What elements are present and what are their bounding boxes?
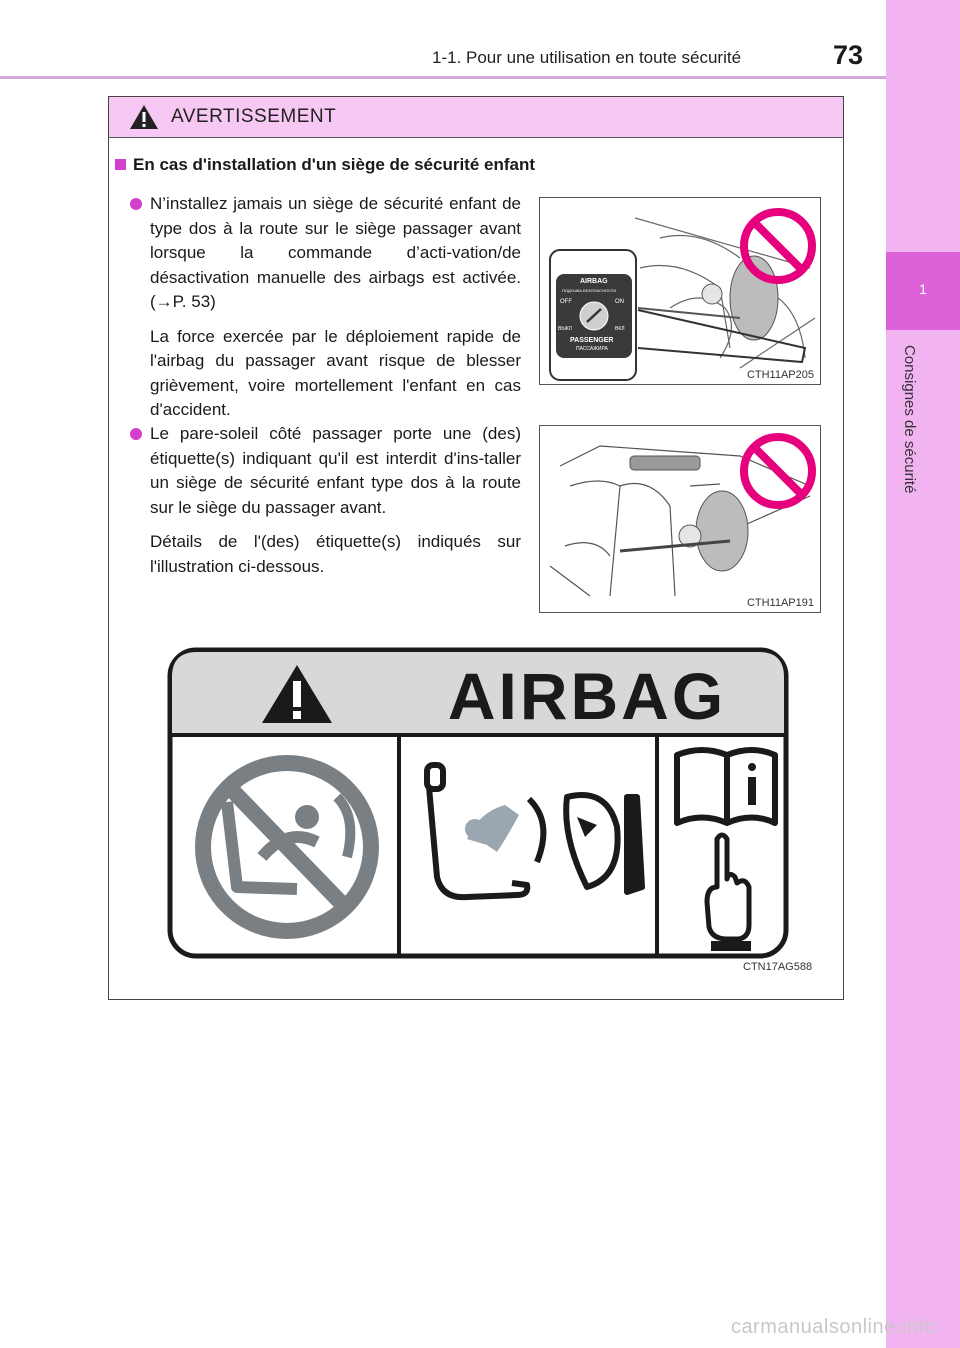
chapter-number: 1 bbox=[919, 281, 927, 297]
bullet-icon bbox=[130, 198, 142, 210]
watermark: carmanualsonline.info bbox=[730, 1316, 936, 1338]
switch-airbag-text: AIRBAG bbox=[580, 278, 608, 285]
warning-triangle-icon bbox=[129, 104, 159, 130]
figure-airbag-switch bbox=[539, 197, 821, 385]
chapter-tab[interactable] bbox=[886, 252, 960, 330]
warning-box bbox=[108, 96, 844, 1000]
paragraph: La force exercée par le déploiement rapide de l'airbag du passager avant risque de blesser grièvement, voire mortellement l'enfant en cas d'accident. bbox=[150, 326, 521, 419]
header-rule bbox=[0, 76, 886, 79]
figure-child-seat bbox=[539, 425, 821, 613]
list-item bbox=[131, 422, 521, 579]
paragraph: Détails de l'(des) étiquette(s) indiqués sur l'illustration ci-dessous. bbox=[150, 532, 521, 576]
switch-passenger-ru-text: ПАССАЖИРА bbox=[576, 346, 608, 352]
paragraph: Le pare-soleil côté passager porte une (des) étiquette(s) indiquant qu'il est interdit d'ins-taller un siège de sécurité enfant type dos à la route sur le siège du passager avant. bbox=[150, 424, 521, 517]
warning-header bbox=[109, 97, 843, 138]
section-title-text: En cas d'installation d'un siège de sécurité enfant bbox=[133, 155, 536, 174]
switch-passenger-text: PASSENGER bbox=[570, 337, 614, 344]
switch-on-text: ON bbox=[615, 299, 624, 305]
header-section-title: 1-1. Pour une utilisation en toute sécurité bbox=[432, 48, 742, 67]
square-bullet-icon bbox=[115, 159, 126, 170]
warning-title: AVERTISSEMENT bbox=[171, 106, 337, 127]
switch-off-text: OFF bbox=[560, 299, 572, 305]
switch-off-ru-text: ВЫКЛ bbox=[558, 326, 572, 332]
child-seat-illustration bbox=[540, 426, 820, 612]
page-number: 73 bbox=[833, 40, 864, 70]
switch-on-ru-text: ВКЛ bbox=[615, 326, 625, 332]
list-item bbox=[131, 192, 521, 423]
figure-caption: CTH11AP191 bbox=[746, 597, 814, 609]
switch-airbag-ru-text: ПОДУШКА БЕЗОПАСНОСТИ bbox=[562, 288, 617, 293]
chapter-label: Consignes de sécurité bbox=[901, 345, 918, 494]
sidebar bbox=[886, 0, 960, 1348]
label-figure-caption: CTN17AG588 bbox=[743, 961, 813, 973]
bullet-icon bbox=[130, 428, 142, 440]
section-title bbox=[115, 155, 535, 175]
label-airbag-title: AIRBAG bbox=[447, 659, 727, 733]
paragraph: N’installez jamais un siège de sécurité enfant de type dos à la route sur le siège passager avant lorsque la commande d’acti-vation/de désactivation manuelle des airbags est activée. (→P. 53) bbox=[150, 194, 521, 311]
airbag-warning-label bbox=[167, 647, 789, 959]
figure-caption: CTH11AP205 bbox=[746, 369, 814, 381]
